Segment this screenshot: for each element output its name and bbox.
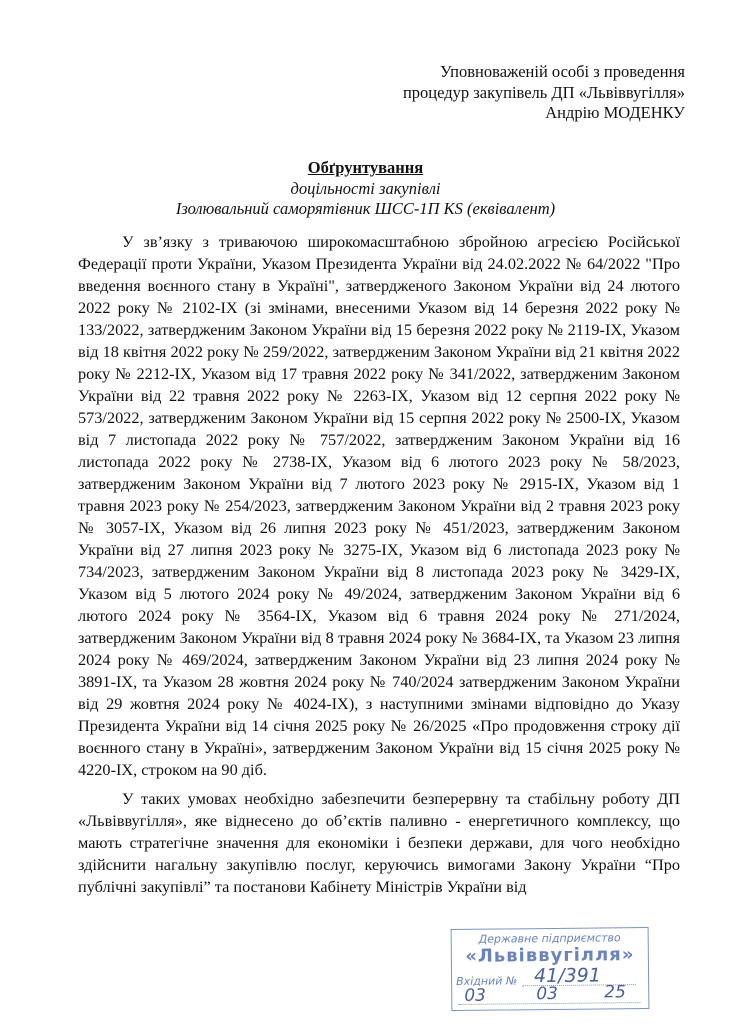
stamp-date-year: 25 [604,982,626,1003]
stamp-date-month: 03 [536,983,559,1005]
body-paragraph-2: У таких умовах необхідно забезпечити безперервну та стабільну роботу ДП «Львіввугілля», яке віднесено до об’єктів паливно - енергетичного комплексу, що мають стратегічне значення для економіки і безпеки держави, для чого необхідно здійснити нагальну закупівлю послуг, керуючись вимогами Закону України “Про публічні закупівлі” та постанови Кабінету Міністрів України від [78,789,680,896]
stamp-company-name: «Львіввугілля» [465,944,635,967]
addressee-line-2: процедур закупівель ДП «Львіввугілля» [402,82,685,102]
procurement-subject: Ізолювальний саморятівник ШСС-1П KS (еквівалент) [175,199,556,218]
document-heading: Обґрунтування [307,158,424,177]
addressee-line-1: Уповноваженій особі з проведення [439,62,685,81]
document-body [78,231,680,898]
addressee-name: Андрію МОДЕНКУ [545,103,685,122]
document-subtitle: доцільності закупівлі [290,178,441,198]
registration-stamp [451,927,650,1011]
stamp-organization: Державне підприємство [478,931,621,946]
addressee-block [403,62,685,124]
body-paragraph-1: У зв’язку з триваючою широкомасштабною збройною агресією Російської Федерації проти України, Указом Президента України від 24.02.2022 № 64/2022 "Про введення воєнного стану в Україні", затвердженого Законом України від 24 лютого 2022 року № 2102-ІХ (зі змінами, внесеними Указом від 14 березня 2022 року № 133/2022, затвердженим Законом України від 15 березня 2022 року № 2119-ІХ, Указом від 18 квітня 2022 року № 259/2022, затвердженим Законом України від 21 квітня 2022 року № 2212-ІХ, Указом від 17 травня 2022 року № 341/2022, затвердженим Законом України від 22 травня 2022 року № 2263-ІХ, Указом від 12 серпня 2022 року № 573/2022, затвердженим Законом України від 15 серпня 2022 року № 2500-ІХ, Указом від 7 листопада 2022 року № 757/2022, затвердженим Законом України від 16 листопада 2022 року № 2738-ІХ, Указом від 6 лютого 2023 року № 58/2023, затвердженим Законом України від 7 лютого 2023 року № 2915-ІХ, Указом від 1 травня 2023 року № 254/2023, затвердженим Законом України від 2 травня 2023 року № 3057-ІХ, Указом від 26 липня 2023 року № 451/2023, затвердженим Законом України від 27 липня 2023 року № 3275-ІХ, Указом від 6 листопада 2023 року № 734/2023, затвердженим Законом України від 8 листопада 2023 року № 3429-ІХ, Указом від 5 лютого 2024 року № 49/2024, затвердженим Законом України від 6 лютого 2024 року № 3564-ІХ, Указом від 6 травня 2024 року № 271/2024, затвердженим Законом України від 8 травня 2024 року № 3684-ІХ, та Указом 23 липня 2024 року № 469/2024, затвердженим Законом України від 23 липня 2024 року № 3891-ІХ, та Указом 28 жовтня 2024 року № 740/2024 затвердженим Законом України від 29 жовтня 2024 року № 4024-ІХ), з наступними змінами відповідно до Указу Президента України від 14 січня 2025 року № 26/2025 «Про продовження строку дії воєнного стану в Україні», затвердженим Законом України від 15 січня 2025 року № 4220-ІХ, строком на 90 діб. [78,232,680,779]
document-title-block [0,158,731,220]
stamp-incoming-number: 41/391 [533,964,602,988]
stamp-date-day: 03 [464,985,487,1006]
stamp-incoming-label: Вхідний № [456,974,518,988]
